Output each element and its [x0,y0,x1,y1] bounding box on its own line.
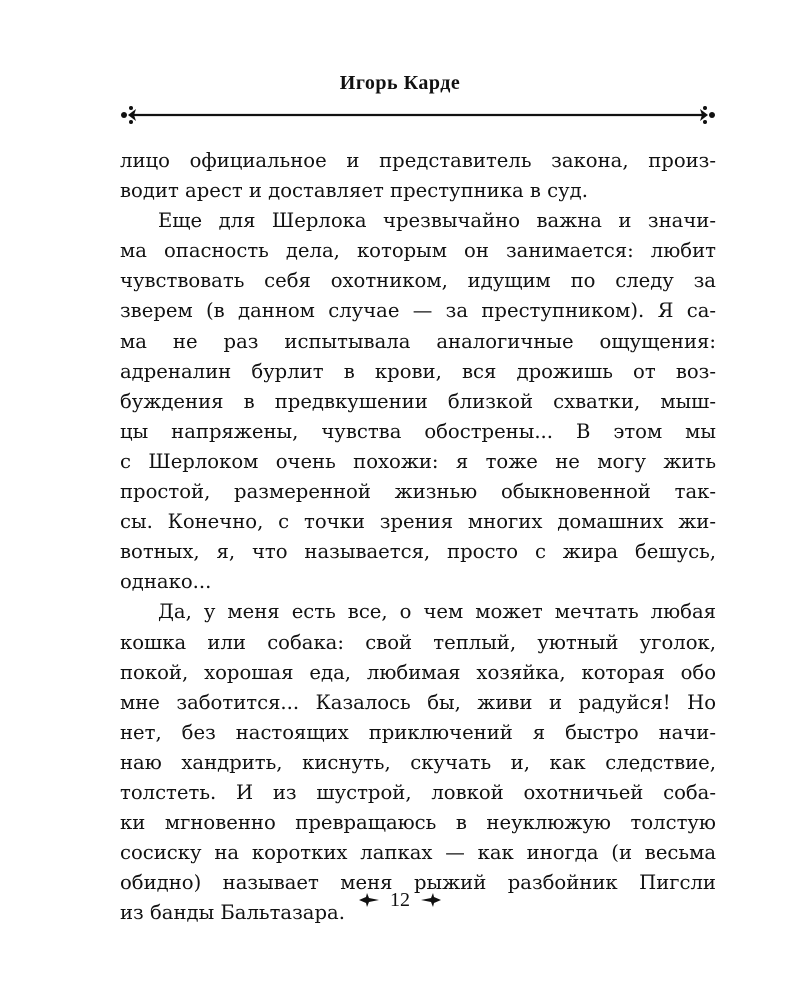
text-line: простой, размеренной жизнью обыкновенной так- [120,480,716,504]
folio-right-ornament-icon [421,893,441,907]
text-line: однако... [120,570,212,594]
body-text [120,146,716,928]
right-fleuron-icon [700,106,715,124]
page-number: 12 [390,888,410,911]
text-line: буждения в предвкушении близкой схватки, мыш- [120,389,716,413]
text-line: ма опасность дела, которым он занимается: любит [120,239,716,263]
page-folio [0,888,800,912]
text-line: мне заботится... Казалось бы, живи и радуйся! Но [120,690,716,714]
text-line: ма не раз испытывала аналогичные ощущения: [120,329,716,353]
text-line: вотных, я, что называется, просто с жира бешусь, [120,540,716,564]
ornamental-rule [118,100,718,130]
text-line: сосиску на коротких лапках — как иногда (и весьма [120,841,716,865]
text-line: Да, у меня есть все, о чем может мечтать любая [158,600,716,624]
text-line: адреналин бурлит в крови, вся дрожишь от воз- [120,359,716,383]
text-line: кошка или собака: свой теплый, уютный уголок, [120,630,716,654]
text-line: водит арест и доставляет преступника в суд. [120,179,588,203]
text-line: покой, хорошая еда, любимая хозяйка, которая обо [120,660,716,684]
text-line: обидно) называет меня рыжий разбойник Пигсли [120,871,716,895]
text-line: зверем (в данном случае — за преступником). Я са- [120,299,716,323]
text-line: чувствовать себя охотником, идущим по следу за [120,269,716,293]
text-line: цы напряжены, чувства обострены... В этом мы [120,419,716,443]
text-line: ки мгновенно превращаюсь в неуклюжую толстую [120,811,716,835]
text-line: лицо официальное и представитель закона, произ- [120,149,716,172]
text-line: нет, без настоящих приключений я быстро начи- [120,720,716,744]
text-line: из банды Бальтазара. [120,901,345,925]
text-line: Еще для Шерлока чрезвычайно важна и значи- [158,209,716,233]
text-line: сы. Конечно, с точки зрения многих домашних жи- [120,510,716,534]
left-fleuron-icon [121,106,136,124]
folio-left-ornament-icon [359,893,379,907]
running-header: Игорь Карде [339,72,461,94]
text-line: с Шерлоком очень похожи: я тоже не могу жить [120,449,716,473]
text-line: наю хандрить, киснуть, скучать и, как следствие, [120,750,716,774]
text-line: толстеть. И из шустрой, ловкой охотничьей соба- [120,780,716,804]
